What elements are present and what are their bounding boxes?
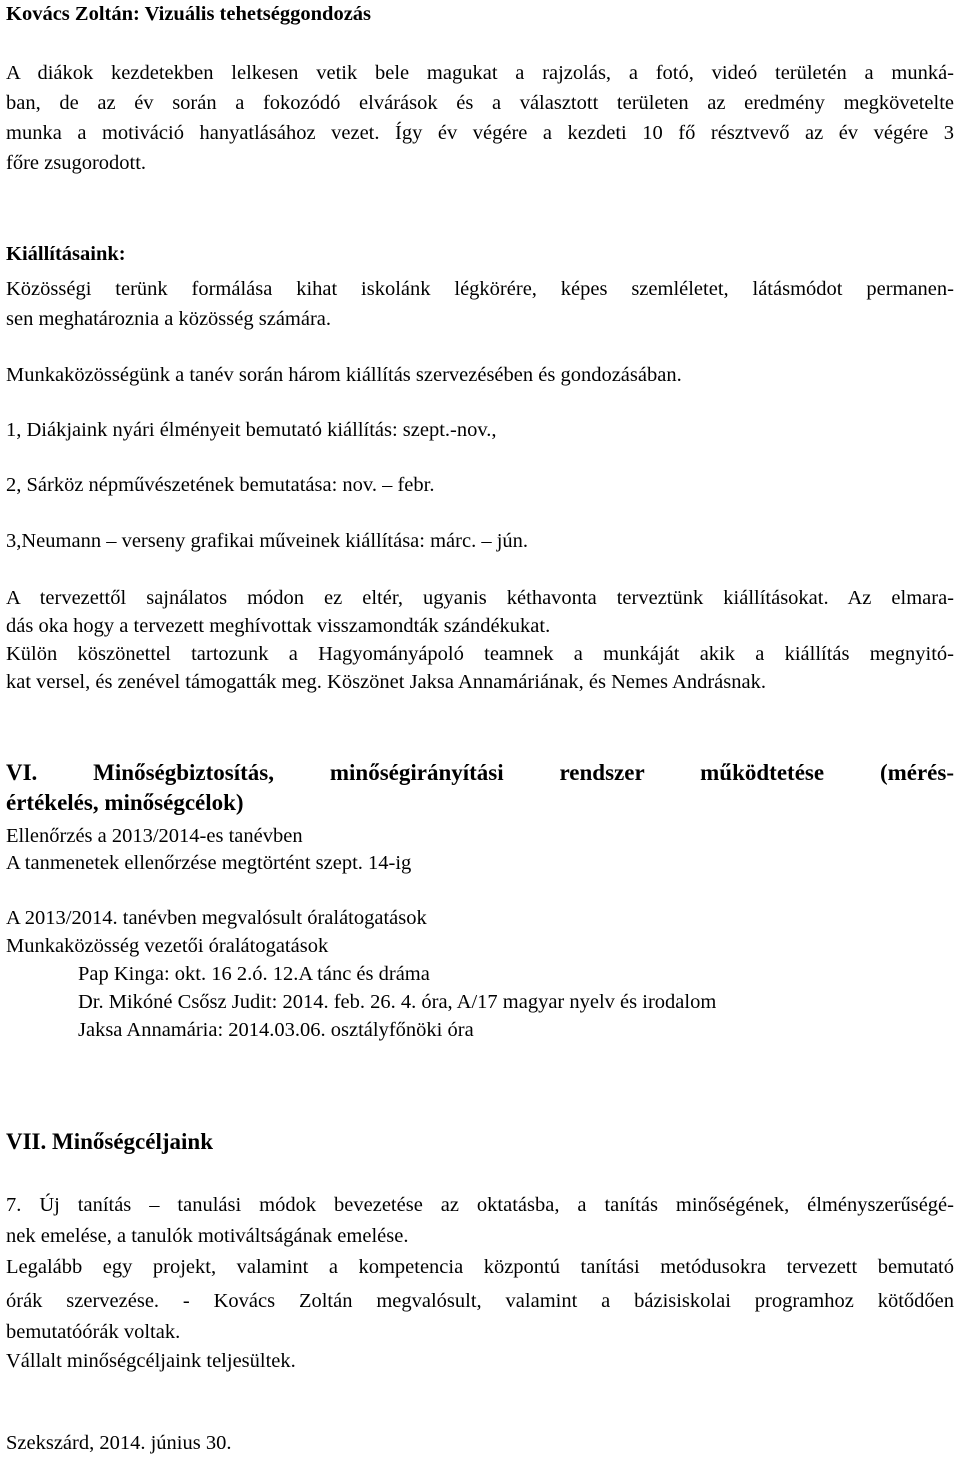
- section-heading-line: VI. Minőségbiztosítás, minőségirányítási rendszer működtetése (mérés-: [6, 760, 954, 785]
- document-title: Kovács Zoltán: Vizuális tehetséggondozás: [6, 3, 372, 25]
- visit-item: Pap Kinga: okt. 16 2.ó. 12.A tánc és dráma: [78, 963, 430, 985]
- intro-line: főre zsugorodott.: [6, 152, 147, 174]
- exhibitions-heading: Kiállításaink:: [6, 243, 126, 265]
- intro-line: ban, de az év során a fokozódó elvárások és a választott területen az eredmény megkövetelte: [6, 92, 954, 114]
- intro-line: A diákok kezdetekben lelkesen vetik bele magukat a rajzolás, a fotó, videó területén a munká-: [6, 62, 954, 84]
- paragraph-line: Közösségi terünk formálása kihat iskolánk légkörére, képes szemléletet, látásmódot permanen-: [6, 278, 954, 300]
- section-6-line: Ellenőrzés a 2013/2014-es tanévben: [6, 825, 303, 847]
- paragraph-line: sen meghatároznia a közösség számára.: [6, 308, 332, 330]
- section-7-line: nek emelése, a tanulók motiváltságának emelése.: [6, 1225, 409, 1247]
- section-7-line: Legalább egy projekt, valamint a kompetencia központú tanítási metódusokra tervezett bemutató: [6, 1256, 954, 1278]
- paragraph-line: dás oka hogy a tervezett meghívottak visszamondták szándékukat.: [6, 615, 551, 637]
- paragraph-line: A tervezettől sajnálatos módon ez eltér, ugyanis kéthavonta terveztünk kiállításokat. Az elmara-: [6, 587, 954, 609]
- section-7-line: órák szervezése. - Kovács Zoltán megvalósult, valamint a bázisiskolai programhoz kötődően: [6, 1290, 954, 1312]
- place-date: Szekszárd, 2014. június 30.: [6, 1432, 232, 1454]
- paragraph-line: kat versel, és zenével támogatták meg. Köszönet Jaksa Annamáriának, és Nemes Andrásnak.: [6, 671, 766, 693]
- section-6-line: A tanmenetek ellenőrzése megtörtént szept. 14-ig: [6, 852, 412, 874]
- visit-item: Jaksa Annamária: 2014.03.06. osztályfőnöki óra: [78, 1019, 474, 1041]
- section-7-line: Vállalt minőségcéljaink teljesültek.: [6, 1350, 296, 1372]
- section-heading-line: értékelés, minőségcélok): [6, 790, 244, 815]
- section-7-line: 7. Új tanítás – tanulási módok bevezetése az oktatásba, a tanítás minőségének, élményszerűségé-: [6, 1194, 954, 1216]
- exhibition-item: 2, Sárköz népművészetének bemutatása: nov. – febr.: [6, 474, 435, 496]
- visits-subtitle: Munkaközösség vezetői óralátogatások: [6, 935, 329, 957]
- paragraph-line: Külön köszönettel tartozunk a Hagyományápoló teamnek a munkáját akik a kiállítás megnyitó-: [6, 643, 954, 665]
- intro-line: munka a motiváció hanyatlásához vezet. Így év végére a kezdeti 10 fő résztvevő az év végére 3: [6, 122, 954, 144]
- visits-title: A 2013/2014. tanévben megvalósult óralátogatások: [6, 907, 427, 929]
- section-7-line: bemutatóórák voltak.: [6, 1321, 181, 1343]
- visit-item: Dr. Mikóné Csősz Judit: 2014. feb. 26. 4. óra, A/17 magyar nyelv és irodalom: [78, 991, 717, 1013]
- exhibitions-paragraph-2: Munkaközösségünk a tanév során három kiállítás szervezésében és gondozásában.: [6, 364, 682, 386]
- section-7-heading: VII. Minőségcéljaink: [6, 1129, 213, 1154]
- exhibition-item: 3,Neumann – verseny grafikai műveinek kiállítása: márc. – jún.: [6, 530, 529, 552]
- exhibition-item: 1, Diákjaink nyári élményeit bemutató kiállítás: szept.-nov.,: [6, 419, 497, 441]
